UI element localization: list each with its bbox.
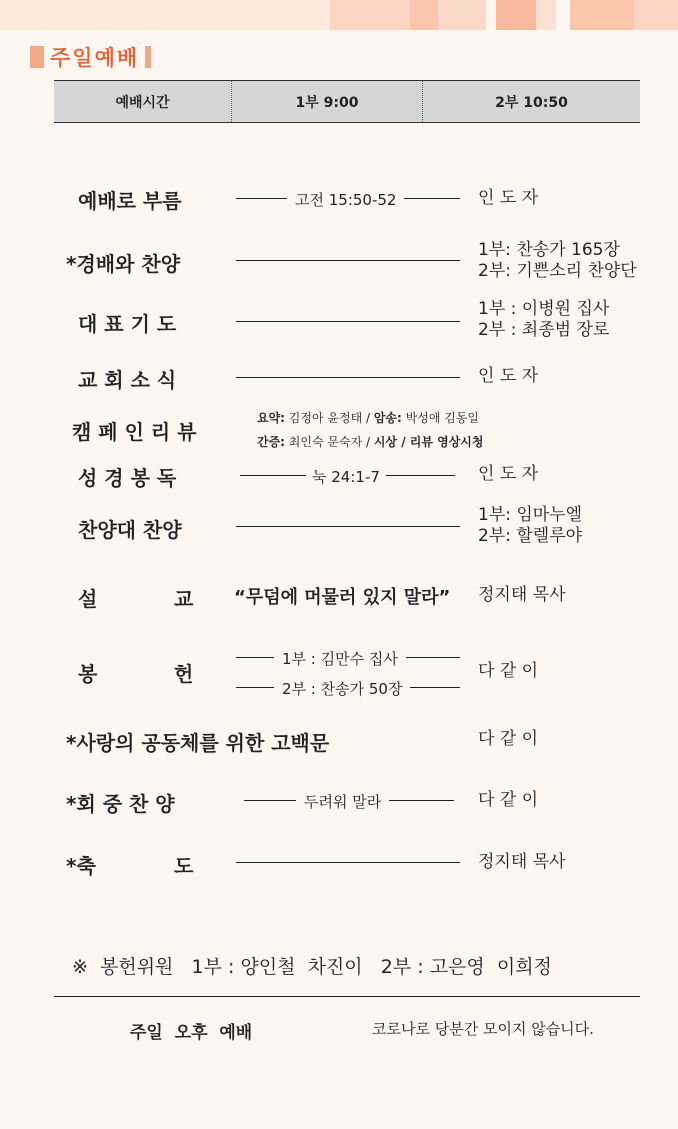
order-label: 교 회 소 식 <box>78 368 177 392</box>
order-reference: 눅 24:1-7 <box>306 466 386 487</box>
order-leader: 인 도 자 <box>478 188 539 208</box>
order-detail-2: 2부: 할렐루야 <box>478 526 583 546</box>
first-service-time: 1부 9:00 <box>232 81 423 122</box>
order-detail-2: 2부: 기쁜소리 찬양단 <box>478 261 637 281</box>
order-label: 성 경 봉 독 <box>78 466 177 490</box>
order-reference: 고전 15:50-52 <box>287 189 404 210</box>
order-label: *경배와 찬양 <box>66 252 181 276</box>
offering-detail-2: 2부 : 찬송가 50장 <box>274 678 410 699</box>
leader-line <box>236 862 460 863</box>
order-leader: 인 도 자 <box>478 464 539 484</box>
service-time-table <box>54 80 640 123</box>
leader-line <box>236 321 460 322</box>
leader-line <box>236 526 460 527</box>
review-line-1: 요약: 김정아 윤정태 / 암송: 박성애 김동일 <box>257 411 480 425</box>
sermon-title: “무덤에 머물러 있지 말라” <box>234 587 451 608</box>
order-label-end: 헌 <box>174 662 194 686</box>
offering-detail-1: 1부 : 김만수 집사 <box>274 648 406 669</box>
order-detail-1: 1부: 임마누엘 <box>478 505 583 525</box>
leader-line <box>236 377 460 378</box>
order-leader: 다 같 이 <box>478 661 539 681</box>
footer-divider <box>54 996 640 997</box>
order-label: 예배로 부름 <box>78 189 182 213</box>
order-detail-1: 1부: 찬송가 165장 <box>478 240 620 260</box>
order-label: *회 중 찬 양 <box>66 792 175 816</box>
review-line-2: 간증: 최인숙 문숙자 / 시상 / 리뷰 영상시청 <box>257 435 484 449</box>
order-leader: 다 같 이 <box>478 790 539 810</box>
time-header: 예배시간 <box>54 81 232 122</box>
afternoon-service-note: 코로나로 당분간 모이지 않습니다. <box>372 1020 594 1038</box>
section-title-text: 주일예배 <box>50 46 140 70</box>
order-leader: 정지태 목사 <box>478 585 566 605</box>
order-label-start: 봉 <box>78 662 98 686</box>
order-leader: 정지태 목사 <box>478 852 566 872</box>
order-label-start: 설 <box>78 587 98 611</box>
top-decoration-bar <box>0 0 678 30</box>
title-marker-icon <box>30 46 44 68</box>
order-label: 캠 페 인 리 뷰 <box>72 420 197 444</box>
order-label: 찬양대 찬양 <box>78 518 182 542</box>
offering-committee: ※ 봉헌위원 1부 : 양인철 차진이 2부 : 고은영 이희정 <box>72 956 552 978</box>
title-marker-end-icon <box>145 46 151 68</box>
leader-line <box>236 260 460 261</box>
second-service-time: 2부 10:50 <box>495 94 568 111</box>
order-label-end: 도 <box>174 854 194 878</box>
order-leader: 다 같 이 <box>478 729 539 749</box>
order-reference: 두려워 말라 <box>296 791 389 812</box>
section-title <box>30 42 151 72</box>
order-leader: 인 도 자 <box>478 366 539 386</box>
order-label-start: *축 <box>66 854 96 878</box>
order-label: *사랑의 공동체를 위한 고백문 <box>66 731 330 755</box>
order-detail-1: 1부 : 이병원 집사 <box>478 299 610 319</box>
order-label: 대 표 기 도 <box>78 312 177 336</box>
order-detail-2: 2부 : 최종범 장로 <box>478 320 610 340</box>
afternoon-service-label: 주일 오후 예배 <box>130 1023 253 1043</box>
order-label-end: 교 <box>174 587 194 611</box>
